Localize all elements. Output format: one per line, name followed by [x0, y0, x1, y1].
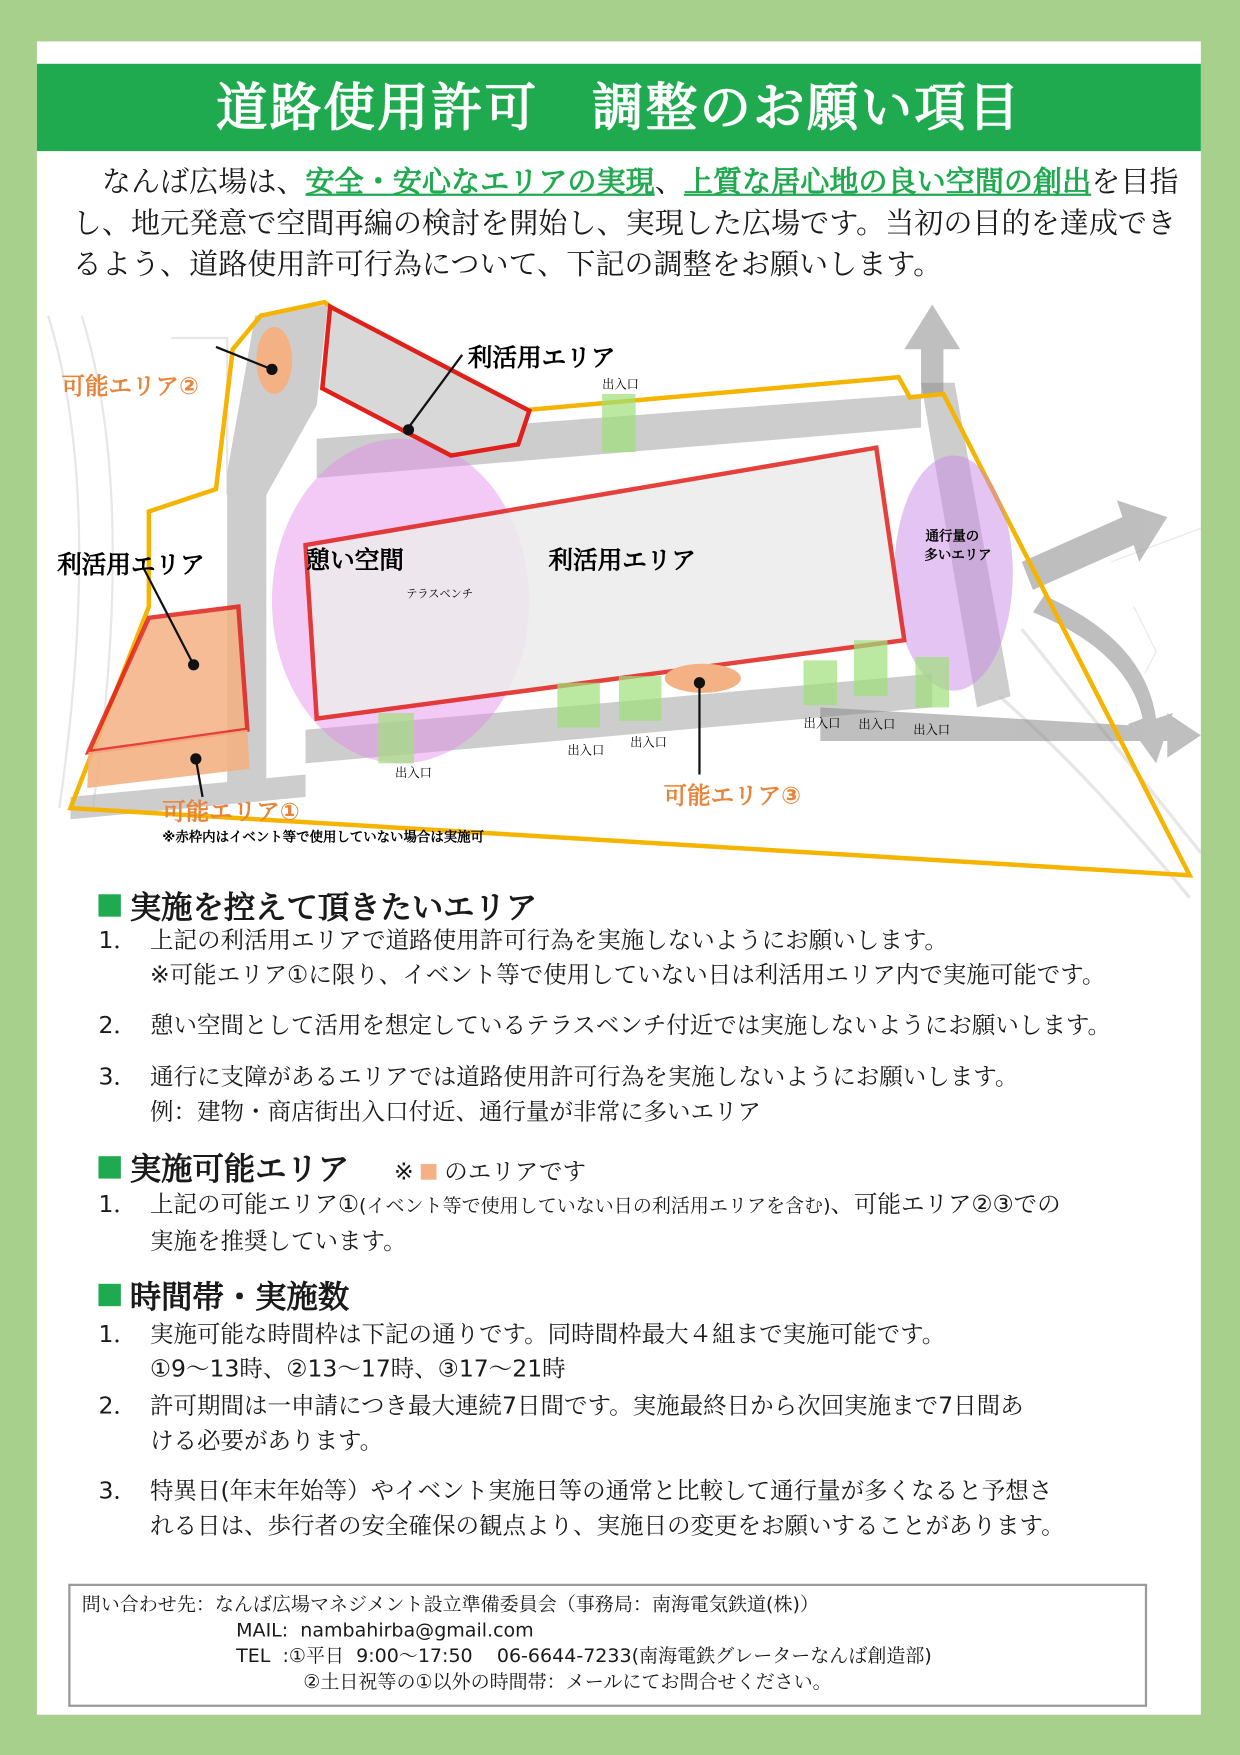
label-entrance-3: 出入口 — [567, 743, 605, 758]
item-line: 許可期間は一申請につき最大連続7日間です。実施最終日から次回実施まで7日間あ — [149, 1392, 1024, 1420]
use-area-left-frame — [88, 607, 247, 753]
item-number: 2． — [98, 1011, 137, 1039]
label-possible-area-3: 可能エリア③ — [663, 781, 802, 810]
note-suffix: のエリアです — [444, 1158, 587, 1186]
use-area-top-frame — [322, 307, 529, 456]
label-use-area-center: 利活用エリア — [548, 545, 697, 575]
plaza-map — [37, 271, 1201, 903]
avoid-item-1 — [98, 923, 1172, 992]
contact-organization: 問い合わせ先：なんば広場マネジメント設立準備委員会（事務局：南海電気鉄道(株)） — [81, 1593, 819, 1617]
label-heavy-traffic-2: 多いエリア — [924, 548, 992, 564]
label-rest-space: 憩い空間 — [305, 545, 404, 575]
item-line: 特異日(年末年始等）やイベント実施日等の通常と比較して通行量が多くなると予想さ — [149, 1477, 1053, 1505]
label-entrance-2: 出入口 — [395, 765, 432, 780]
label-terrace-bench: テラスベンチ — [406, 587, 474, 601]
item-line: ①9～13時、②13～17時、③17～21時 — [149, 1355, 566, 1383]
label-entrance-5: 出入口 — [803, 716, 841, 731]
item-line: 例：建物・商店街出入口付近、通行量が非常に多いエリア — [149, 1097, 762, 1125]
intro-highlight-safety: 安全・安心なエリアの実現 — [305, 165, 655, 200]
item-number: 3． — [98, 1063, 137, 1091]
label-possible-area-2: 可能エリア② — [61, 371, 199, 400]
red-frame-note: ※赤枠内はイベント等で使用していない場合は実施可 — [162, 830, 485, 846]
item-line: れる日は、歩行者の安全確保の観点より、実施日の変更をお願いすることがあります。 — [149, 1512, 1065, 1539]
item-number: 1． — [98, 926, 137, 954]
time-item-2 — [98, 1389, 1172, 1458]
section-possible-title: 実施可能エリア — [129, 1150, 350, 1188]
green-square-icon — [98, 894, 120, 916]
green-square-icon — [98, 1284, 120, 1306]
green-square-icon — [98, 1156, 120, 1178]
intro-paragraph — [73, 162, 1192, 286]
orange-legend-swatch — [421, 1164, 437, 1180]
contact-box — [68, 1584, 1147, 1707]
possible-item-1 — [98, 1188, 1172, 1260]
item-line: 実施可能な時間枠は下記の通りです。同時間枠最大４組まで実施可能です。 — [149, 1320, 946, 1348]
plaza-map-svg — [37, 271, 1201, 903]
item-line: ける必要があります。 — [149, 1427, 384, 1454]
item-number: 3． — [98, 1477, 137, 1505]
label-possible-area-1: 可能エリア① — [162, 797, 300, 826]
label-heavy-traffic-1: 通行量の — [925, 529, 980, 545]
possible-area-note — [394, 1158, 586, 1185]
item-number: 2． — [98, 1392, 137, 1420]
intro-text-3: を目指し、地元発意で空間再編の検討を開始し、実現した広場です。当初の目的を達成できるよう、道路使用許可行為について、下記の調整をお願いします。 — [72, 165, 1179, 283]
section-avoid-title: 実施を控えて頂きたいエリア — [129, 888, 538, 926]
item-line: ※可能エリア①に限り、イベント等で使用していない日は利活用エリア内で実施可能です。 — [149, 961, 1106, 989]
section-avoid-heading — [98, 883, 537, 928]
item-line: 、可能エリア②③での — [830, 1190, 1061, 1218]
label-entrance-1: 出入口 — [602, 377, 639, 392]
avoid-item-2 — [98, 1008, 1172, 1043]
label-use-area-top: 利活用エリア — [467, 342, 616, 372]
item-line: 上記の利活用エリアで道路使用許可行為を実施しないようにお願いします。 — [149, 926, 948, 954]
intro-text-2: 、 — [654, 165, 684, 200]
item-line: 実施を推奨しています。 — [149, 1227, 407, 1255]
item-number: 1． — [98, 1320, 137, 1348]
contact-email[interactable]: MAIL: nambahirba@gmail.com — [236, 1619, 534, 1642]
avoid-item-3 — [98, 1060, 1172, 1129]
label-entrance-7: 出入口 — [913, 723, 951, 738]
label-entrance-6: 出入口 — [858, 717, 896, 732]
time-item-3 — [98, 1474, 1172, 1543]
intro-highlight-quality-space: 上質な居心地の良い空間の創出 — [683, 165, 1092, 200]
label-use-area-left: 利活用エリア — [57, 550, 205, 580]
section-time-heading — [98, 1273, 349, 1318]
flyer-page — [37, 41, 1201, 1714]
heavy-traffic-zone — [894, 456, 1013, 691]
note-prefix: ※ — [393, 1158, 414, 1186]
possible-area-2-shape — [256, 327, 292, 394]
intro-text-1: なんば広場は、 — [101, 165, 306, 200]
contact-phone: TEL :①平日 9:00～17:50 06‑6644‑7233(南海電鉄グレーターなんば創造部) — [236, 1645, 932, 1668]
item-number: 1． — [98, 1190, 137, 1218]
contact-weekend-note: ②土日祝等の①以外の時間帯：メールにてお問合せください。 — [303, 1671, 832, 1694]
item-line: 上記の可能エリア① — [149, 1190, 360, 1218]
item-line: 憩い空間として活用を想定しているテラスベンチ付近では実施しないようにお願いします。 — [149, 1011, 1111, 1039]
item-line-small: (イベント等で使用していない日の利活用エリアを含む) — [359, 1195, 831, 1218]
section-time-title: 時間帯・実施数 — [129, 1278, 350, 1316]
time-item-1 — [98, 1317, 1172, 1386]
section-possible-heading — [98, 1145, 586, 1190]
item-line: 通行に支障があるエリアでは道路使用許可行為を実施しないようにお願いします。 — [149, 1063, 1019, 1091]
label-entrance-4: 出入口 — [630, 735, 667, 750]
page-title: 道路使用許可 調整のお願い項目 — [37, 64, 1201, 151]
